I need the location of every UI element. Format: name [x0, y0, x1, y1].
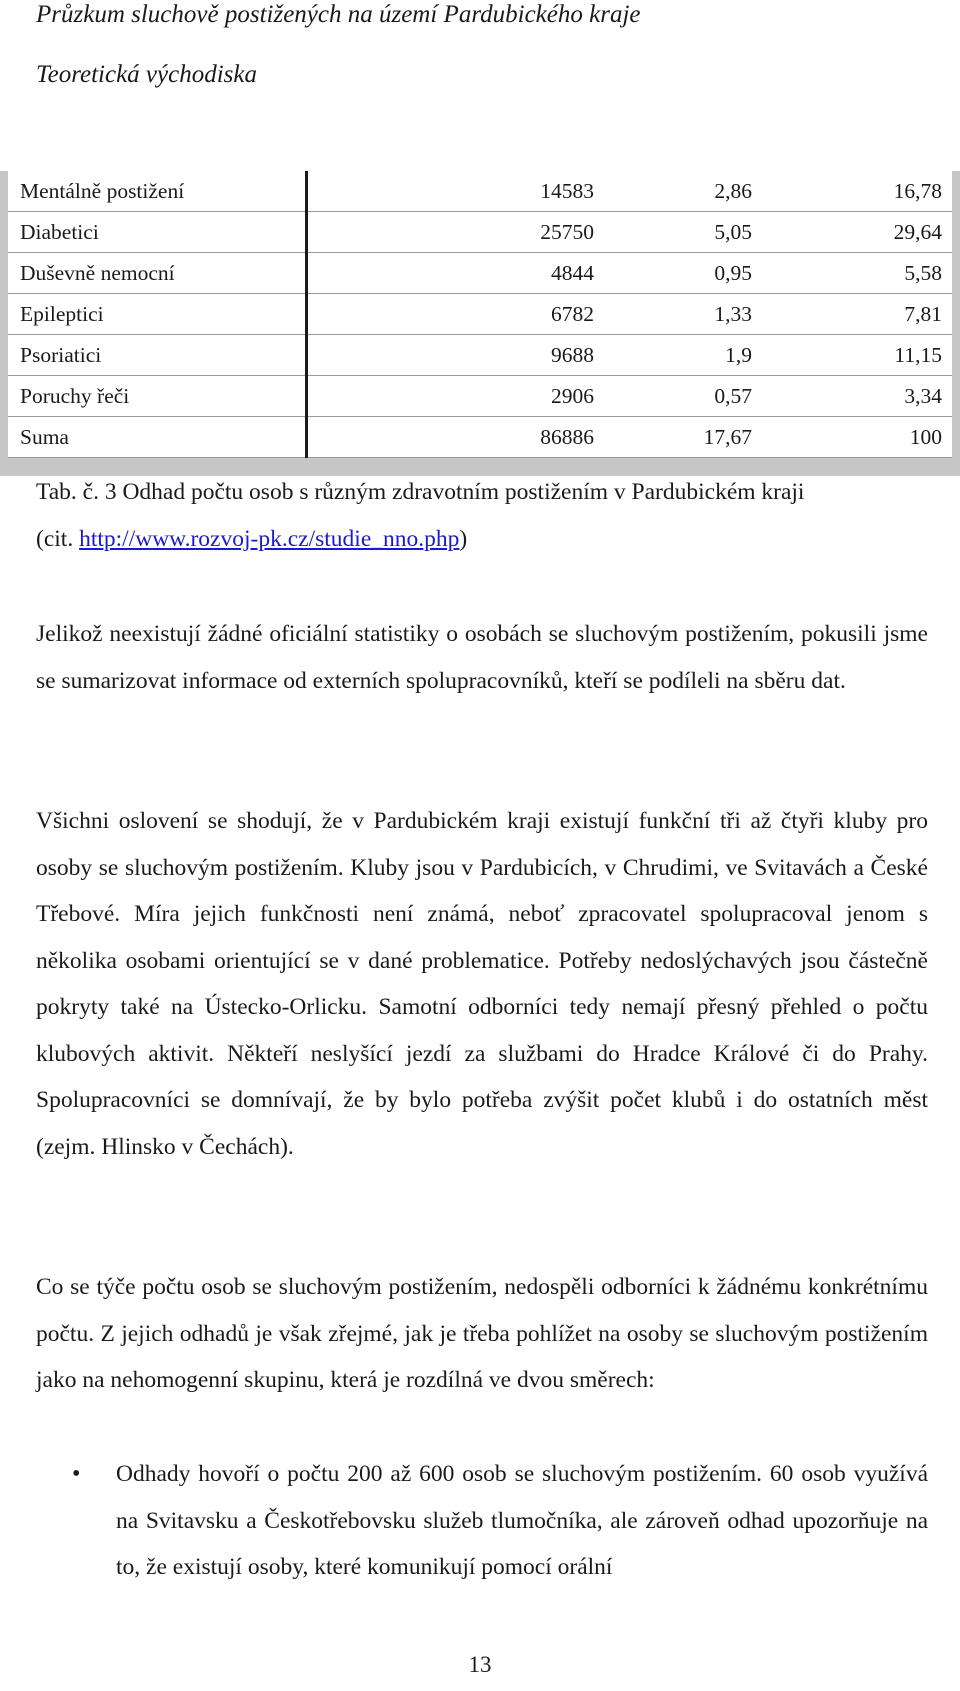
paragraph-estimates: Co se týče počtu osob se sluchovým postižením, nedospěli odborníci k žádnému konkrétnímu počtu. Z jejich odhadů je však zřejmé, jak je třeba pohlížet na osoby se sluchovým postižením jako na nehomogenní skupinu, která je rozdílná ve dvou směrech:	[36, 1274, 928, 1393]
caption-citation	[36, 516, 928, 563]
row-label: Diabetici	[20, 220, 99, 244]
column-divider	[305, 212, 308, 253]
table-row	[8, 171, 952, 212]
row-value: 7,81	[904, 302, 942, 326]
row-value: 29,64	[893, 220, 942, 244]
row-value: 9688	[551, 343, 594, 367]
row-value: 2906	[551, 384, 594, 408]
table-row	[8, 417, 952, 458]
row-label: Mentálně postižení	[20, 179, 185, 203]
row-value: 6782	[551, 302, 594, 326]
table-row	[8, 294, 952, 335]
row-value: 3,34	[904, 384, 942, 408]
table-caption	[36, 469, 928, 562]
row-value: 25750	[540, 220, 594, 244]
row-value: 1,33	[714, 302, 752, 326]
row-label: Psoriatici	[20, 343, 102, 367]
table-row	[8, 335, 952, 376]
row-value: 5,58	[904, 261, 942, 285]
row-label: Epileptici	[20, 302, 104, 326]
paragraph-statistics: Jelikož neexistují žádné oficiální statistiky o osobách se sluchovým postižením, pokusili jsme se sumarizovat informace od externích spolupracovníků, kteří se podíleli na sběru dat.	[36, 621, 928, 694]
column-divider	[305, 376, 308, 417]
disability-estimate-table	[0, 171, 960, 476]
column-divider	[305, 171, 308, 212]
table-row	[8, 253, 952, 294]
row-value: 16,78	[893, 179, 942, 203]
table-row	[8, 376, 952, 417]
running-header-section: Teoretická východiska	[36, 61, 257, 88]
column-divider	[305, 253, 308, 294]
bullet-icon: •	[72, 1461, 81, 1487]
caption-line: Tab. č. 3 Odhad počtu osob s různým zdravotním postižením v Pardubickém kraji	[36, 479, 805, 505]
row-value: 2,86	[714, 179, 752, 203]
caption-citation-prefix: (cit.	[36, 525, 80, 552]
row-value: 86886	[540, 425, 594, 449]
row-value: 11,15	[894, 343, 942, 367]
row-value: 5,05	[714, 220, 752, 244]
row-value: 14583	[540, 179, 594, 203]
row-value: 4844	[551, 261, 594, 285]
caption-citation-suffix: )	[459, 525, 468, 552]
row-value: 100	[909, 425, 942, 449]
column-divider	[305, 335, 308, 376]
row-label: Poruchy řeči	[20, 384, 130, 408]
row-value: 0,95	[714, 261, 752, 285]
row-label: Suma	[20, 425, 69, 449]
row-value: 0,57	[714, 384, 752, 408]
row-value: 17,67	[703, 425, 752, 449]
list-item	[72, 1451, 928, 1591]
running-header-title: Průzkum sluchově postižených na území Pardubického kraje	[36, 1, 641, 28]
list-item-text: Odhady hovoří o počtu 200 až 600 osob se sluchovým postižením. 60 osob využívá na Svitavsku a Českotřebovsku služeb tlumočníka, ale zároveň odhad upozorňuje na to, že existují osoby, které komunikují pomocí orální	[116, 1461, 928, 1580]
source-link[interactable]: http://www.rozvoj-pk.cz/studie_nno.php	[79, 525, 460, 552]
column-divider	[305, 294, 308, 335]
table-row	[8, 212, 952, 253]
bullet-list	[72, 1451, 928, 1591]
row-label: Duševně nemocní	[20, 261, 175, 285]
column-divider	[305, 417, 308, 458]
row-value: 1,9	[725, 343, 752, 367]
page-number: 13	[468, 1652, 492, 1677]
paragraph-clubs: Všichni oslovení se shodují, že v Pardubickém kraji existují funkční tři až čtyři kluby pro osoby se sluchovým postižením. Kluby jsou v Pardubicích, v Chrudimi, ve Svitavách a České Třebové. Míra jejich funkčnosti není známá, neboť zpracovatel spolupracoval jenom s několika osobami orientující se v dané problematice. Potřeby nedoslýchavých jsou částečně pokryty také na Ústecko-Orlicku. Samotní odborníci tedy nemají přesný přehled o počtu klubových aktivit. Někteří neslyšící jezdí za službami do Hradce Králové či do Prahy. Spolupracovníci se domnívají, že by bylo potřeba zvýšit počet klubů i do ostatních měst (zejm. Hlinsko v Čechách).	[36, 808, 928, 1160]
